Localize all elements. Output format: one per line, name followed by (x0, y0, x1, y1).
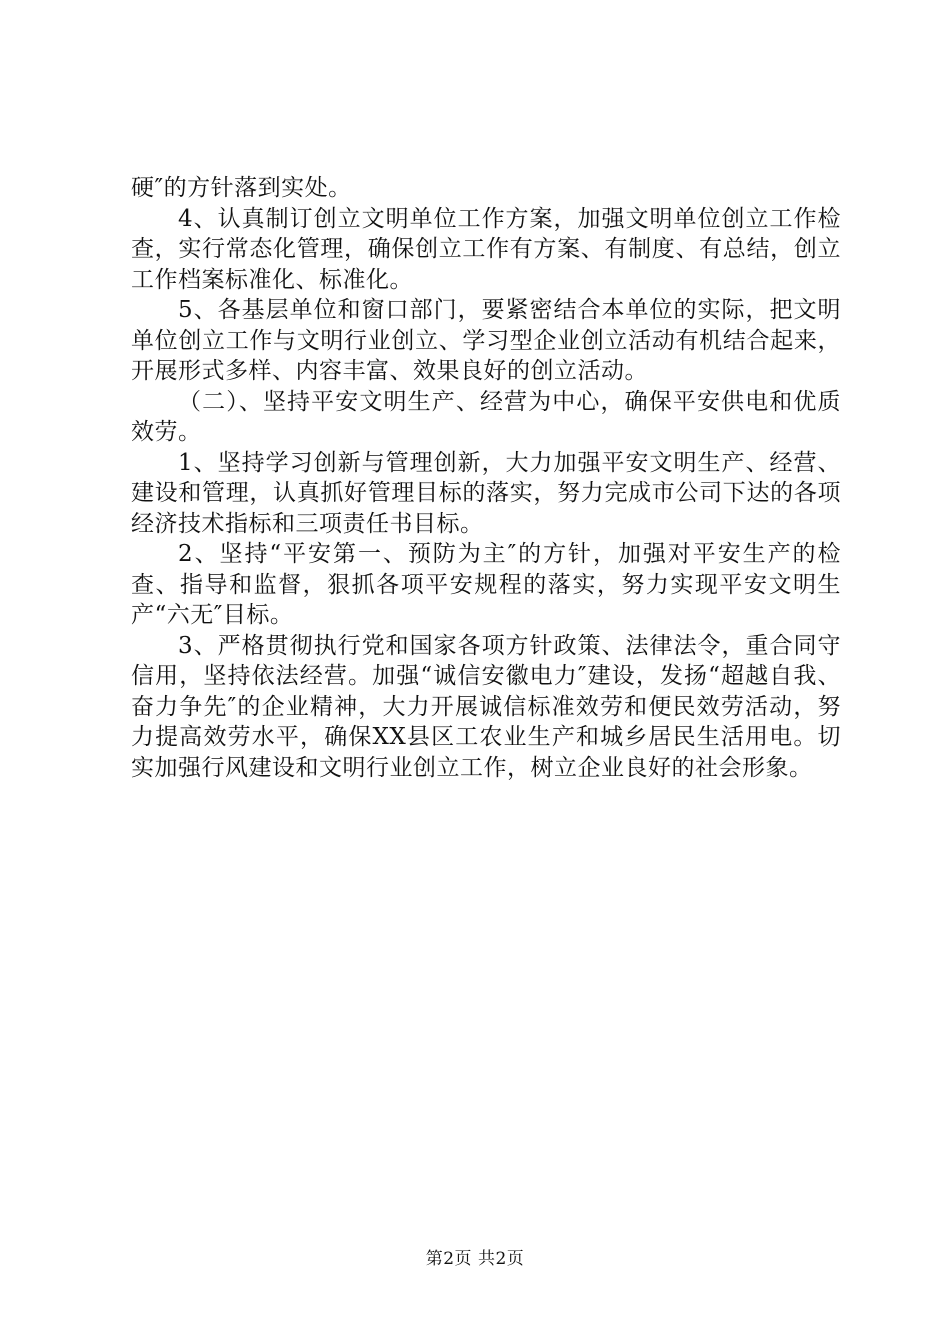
page-number-footer: 第2页 共2页 (425, 1249, 525, 1269)
paragraph-item-4: 4、认真制订创立文明单位工作方案，加强文明单位创立工作检查，实行常态化管理，确保创立工作有方案、有制度、有总结，创立工作档案标准化、标准化。 (131, 205, 841, 293)
document-body (131, 173, 841, 783)
paragraph-item-2: 2、坚持“平安第一、预防为主″的方针，加强对平安生产的检查、指导和监督，狠抓各项平安规程的落实，努力实现平安文明生产“六无″目标。 (131, 541, 841, 628)
section-heading-2: （二）、坚持平安文明生产、经营为中心，确保平安供电和优质效劳。 (131, 388, 841, 445)
paragraph-continuation: 硬″的方针落到实处。 (131, 175, 352, 201)
paragraph-item-1: 1、坚持学习创新与管理创新，大力加强平安文明生产、经营、建设和管理，认真抓好管理目标的落实，努力完成市公司下达的各项经济技术指标和三项责任书目标。 (131, 449, 841, 537)
paragraph-item-5: 5、各基层单位和窗口部门，要紧密结合本单位的实际，把文明单位创立工作与文明行业创立、学习型企业创立活动有机结合起来，开展形式多样、内容丰富、效果良好的创立活动。 (131, 297, 841, 384)
paragraph-item-3: 3、严格贯彻执行党和国家各项方针政策、法律法令，重合同守信用，坚持依法经营。加强“诚信安徽电力″建设，发扬“超越自我、奋力争先″的企业精神，大力开展诚信标准效劳和便民效劳活动，努力提高效劳水平，确保XX县区工农业生产和城乡居民生活用电。切实加强行风建设和文明行业创立工作，树立企业良好的社会形象。 (131, 632, 841, 781)
